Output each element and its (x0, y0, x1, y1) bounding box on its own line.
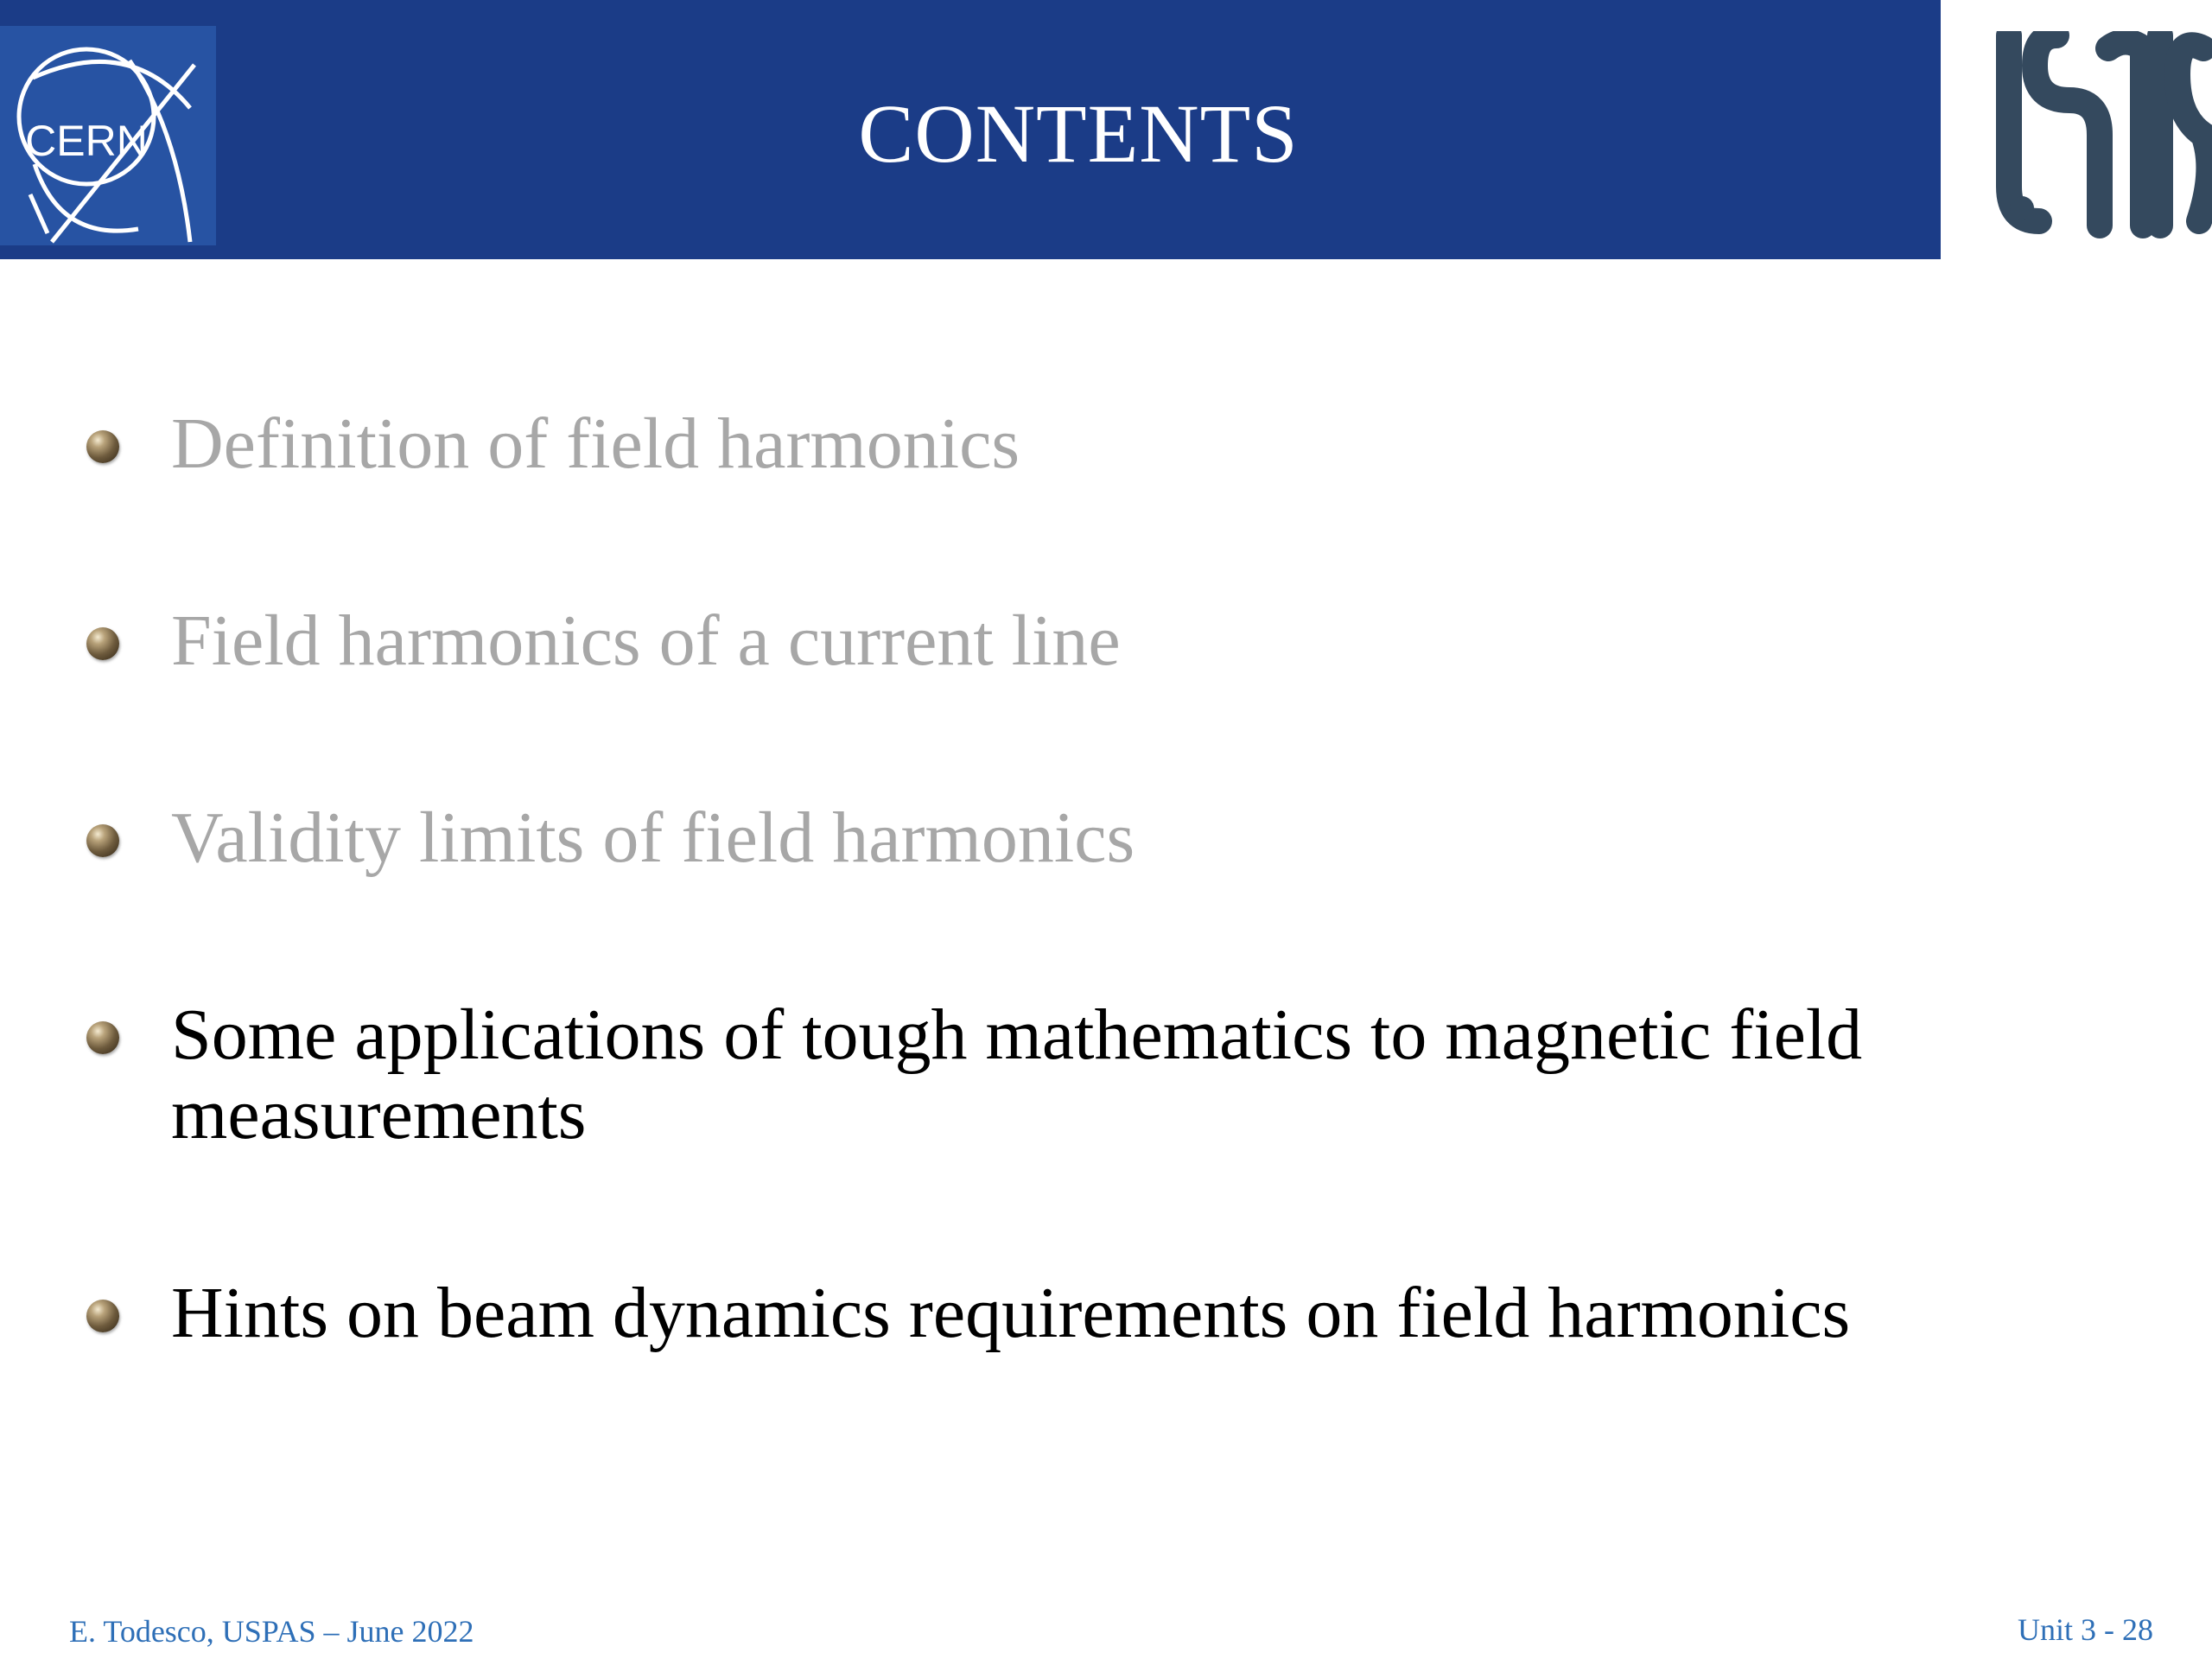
bullet-icon (86, 1021, 119, 1054)
list-item-text: Field harmonics of a current line (171, 601, 1121, 681)
page-title: CONTENTS (858, 87, 1299, 180)
list-item-text: Validity limits of field harmonics (171, 798, 1135, 878)
cern-logo-label: CERN (25, 117, 148, 165)
list-item-text: Some applications of tough mathematics to magnetic field measurements (171, 995, 1863, 1154)
list-item-text: Hints on beam dynamics requirements on field harmonics (171, 1273, 1851, 1353)
list-item-text: Definition of field harmonics (171, 404, 1020, 484)
bullet-icon (86, 824, 119, 857)
bullet-icon (86, 1300, 119, 1332)
bullet-icon (86, 627, 119, 660)
footer-author: E. Todesco, USPAS – June 2022 (69, 1614, 474, 1649)
footer-page-number: Unit 3 - 28 (2018, 1612, 2153, 1647)
bullet-icon (86, 430, 119, 463)
